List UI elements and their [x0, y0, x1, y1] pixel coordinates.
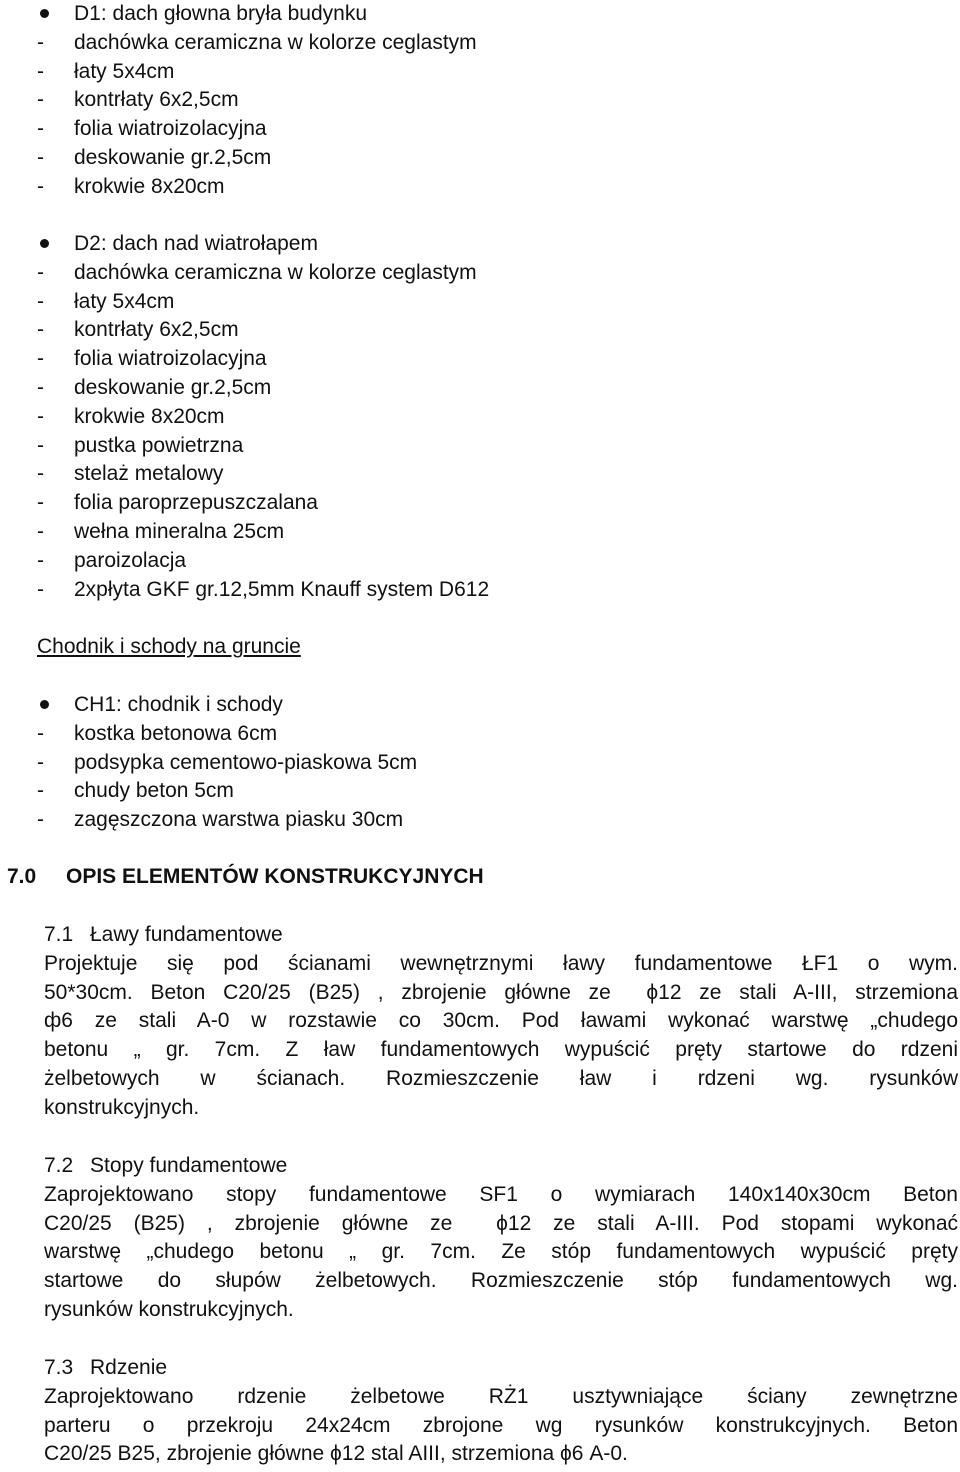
roof-d1-list — [0, 0, 960, 202]
list-item: - podsypka cementowo-piaskowa 5cm — [0, 749, 960, 778]
dash-marker: - — [37, 59, 44, 83]
paragraph-line: ф6 ze stali A-0 w rozstawie co 30cm. Pod ławami wykonać warstwę „chudego — [44, 1009, 958, 1033]
list-item: - krokwie 8x20cm — [0, 403, 960, 432]
list-item: - dachówka ceramiczna w kolorze ceglastym — [0, 259, 960, 288]
list-item: - dachówka ceramiczna w kolorze ceglastym — [0, 29, 960, 58]
list-item: - folia paroprzepuszczalana — [0, 489, 960, 518]
dash-marker: - — [37, 289, 44, 313]
list-item: - stelaż metalowy — [0, 460, 960, 489]
list-item: - folia wiatroizolacyjna — [0, 115, 960, 144]
ch1-list — [0, 691, 960, 835]
dash-marker: - — [37, 462, 44, 486]
bullet-icon — [40, 9, 49, 18]
list-item: - chudy beton 5cm — [0, 777, 960, 806]
list-item: - deskowanie gr.2,5cm — [0, 374, 960, 403]
list-item-bullet — [0, 230, 960, 259]
subsection-7-1 — [0, 921, 960, 1123]
paragraph-line: C20/25 (B25) , zbrojenie główne ze ϕ12 ze stali A-III. Pod stopami wykonać — [44, 1211, 958, 1235]
dash-marker: - — [37, 404, 44, 428]
paragraph-line: startowe do słupów żelbetowych. Rozmieszczenie stóp fundamentowych wg. — [44, 1269, 958, 1293]
paths-section — [0, 633, 960, 662]
dash-marker: - — [37, 88, 44, 112]
section-number: 7.0 — [7, 865, 37, 888]
subsection-heading: 7.3 Rdzenie — [44, 1356, 168, 1379]
list-item: - folia wiatroizolacyjna — [0, 345, 960, 374]
paragraph-line: żelbetowych w ścianach. Rozmieszczenie ław i rdzeni wg. rysunków — [44, 1066, 958, 1090]
dash-marker: - — [37, 779, 44, 803]
list-item: - łaty 5x4cm — [0, 288, 960, 317]
roof-d2-title: D2: dach nad wiatrołapem — [74, 232, 318, 255]
list-item: - pustka powietrzna — [0, 432, 960, 461]
paragraph-line: 50*30cm. Beton C20/25 (B25) , zbrojenie główne ze ϕ12 ze stali A-III, strzemiona — [44, 980, 958, 1004]
list-item: - zagęszczona warstwa piasku 30cm — [0, 806, 960, 835]
paragraph-line: Zaprojektowano rdzenie żelbetowe RŻ1 usztywniające ściany zewnętrzne — [44, 1384, 958, 1408]
list-item: - kontrłaty 6x2,5cm — [0, 316, 960, 345]
list-item: - krokwie 8x20cm — [0, 173, 960, 202]
section-title-text: OPIS ELEMENTÓW KONSTRUKCYJNYCH — [66, 865, 484, 888]
dash-marker: - — [37, 145, 44, 169]
list-item: - paroizolacja — [0, 547, 960, 576]
list-item: - kontrłaty 6x2,5cm — [0, 86, 960, 115]
paragraph — [44, 1181, 958, 1325]
paragraph-line: C20/25 B25, zbrojenie główne ϕ12 stal AIII, strzemiona ϕ6 A-0. — [44, 1442, 628, 1466]
section-title — [7, 863, 484, 892]
dash-marker: - — [37, 318, 44, 342]
roof-d1-title: D1: dach głowna bryła budynku — [74, 2, 368, 25]
paragraph-line: warstwę „chudego betonu „ gr. 7cm. Ze stóp fundamentowych wypuścić pręty — [44, 1240, 958, 1264]
subsection-heading: 7.1 Ławy fundamentowe — [44, 923, 283, 946]
dash-marker: - — [37, 433, 44, 457]
dash-marker: - — [37, 260, 44, 284]
dash-marker: - — [37, 577, 44, 601]
list-item: - wełna mineralna 25cm — [0, 518, 960, 547]
paths-heading: Chodnik i schody na gruncie — [37, 635, 301, 658]
list-item: - deskowanie gr.2,5cm — [0, 144, 960, 173]
paragraph-line: betonu „ gr. 7cm. Z ław fundamentowych wypuścić pręty startowe do rdzeni — [44, 1038, 958, 1062]
dash-marker: - — [37, 519, 44, 543]
bullet-icon — [40, 700, 49, 709]
bullet-icon — [40, 239, 49, 248]
list-item: - kostka betonowa 6cm — [0, 720, 960, 749]
list-item: - łaty 5x4cm — [0, 58, 960, 87]
dash-marker: - — [37, 375, 44, 399]
dash-marker: - — [37, 347, 44, 371]
list-item: - 2xpłyta GKF gr.12,5mm Knauff system D612 — [0, 576, 960, 605]
paragraph — [44, 950, 958, 1123]
dash-marker: - — [37, 548, 44, 572]
dash-marker: - — [37, 30, 44, 54]
dash-marker: - — [37, 721, 44, 745]
ch1-title: CH1: chodnik i schody — [74, 693, 283, 716]
dash-marker: - — [37, 174, 44, 198]
paragraph-line: konstrukcyjnych. — [44, 1095, 200, 1119]
dash-marker: - — [37, 117, 44, 141]
paragraph-line: Projektuje się pod ścianami wewnętrznymi ławy fundamentowe ŁF1 o wym. — [44, 951, 958, 975]
subsection-7-2 — [0, 1152, 960, 1325]
roof-d2-list — [0, 230, 960, 604]
dash-marker: - — [37, 808, 44, 832]
subsection-heading: 7.2 Stopy fundamentowe — [44, 1154, 288, 1177]
dash-marker: - — [37, 491, 44, 515]
section-7-heading — [0, 863, 960, 892]
subsection-7-3 — [0, 1354, 960, 1470]
paragraph-line: Zaprojektowano stopy fundamentowe SF1 o wymiarach 140x140x30cm Beton — [44, 1182, 958, 1206]
dash-marker: - — [37, 750, 44, 774]
paragraph-line: parteru o przekroju 24x24cm zbrojone wg rysunków konstrukcyjnych. Beton — [44, 1413, 958, 1437]
list-item-bullet — [0, 691, 960, 720]
list-item-bullet — [0, 0, 960, 29]
paragraph — [44, 1383, 958, 1469]
paragraph-line: rysunków konstrukcyjnych. — [44, 1297, 294, 1321]
